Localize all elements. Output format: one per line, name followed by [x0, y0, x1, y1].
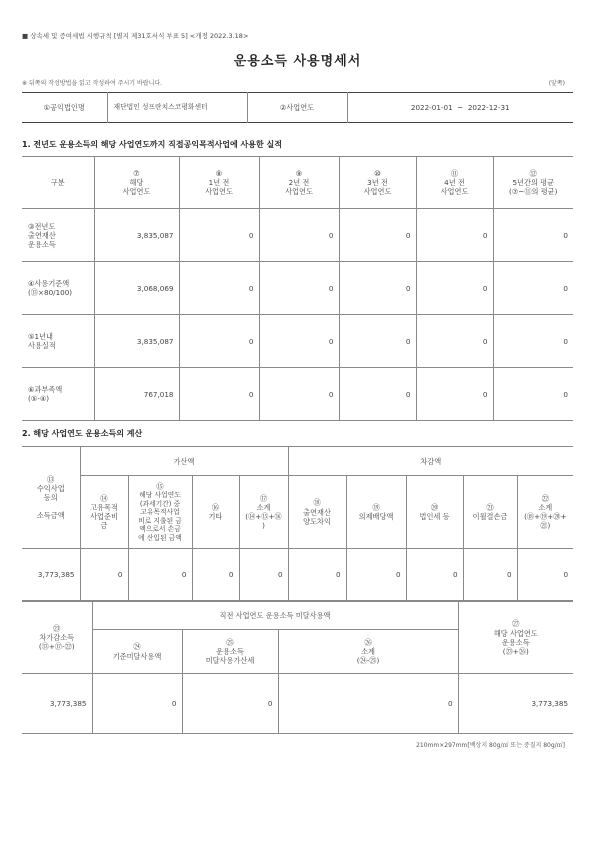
perf-cell: 0	[259, 262, 339, 315]
unused-cell: 0	[182, 674, 278, 734]
calc-cell: 0	[463, 549, 517, 601]
calc-header-cell: ⑲ 의제배당액	[346, 476, 406, 549]
perf-cell: 0	[259, 368, 339, 421]
current-year-income-header: ㉗ 해당 사업연도 운용소득 (㉓+㉖)	[458, 602, 573, 674]
org-name-value: 재단법인 성프란치스코평화센터	[107, 93, 247, 123]
unused-header-cell: ㉕ 운용소득 미달사용가산세	[182, 630, 278, 674]
calc-cell: 3,773,385	[22, 549, 80, 601]
calc-header-cell: ⑱ 출연재산 양도차익	[288, 476, 346, 549]
perf-cell: 0	[493, 368, 573, 421]
fiscal-year-value: 2022-01-01 ~ 2022-12-31	[347, 93, 573, 123]
perf-cell: 0	[259, 209, 339, 262]
calc-cell: 0	[517, 549, 573, 601]
perf-cell: 3,835,087	[94, 209, 179, 262]
additions-header: 가산액	[80, 447, 288, 476]
income-amount-header: ⑬ 수익사업 등의 소득금액	[22, 447, 80, 549]
calc-header-cell: ⑮ 해당 사업연도 (과세기간) 중 고유목적사업 비로 지출된 금 액으로서 손금 에 산입된 금액	[128, 476, 192, 549]
deductions-header: 차감액	[288, 447, 573, 476]
unused-cell: 0	[92, 674, 182, 734]
form-law-reference: ■ 상속세 및 증여세법 시행규칙 [별지 제31호서식 부표 5] <개정 2022.3.18>	[22, 32, 249, 40]
perf-cell: 0	[339, 315, 416, 368]
perf-cell: 0	[339, 209, 416, 262]
perf-cell: 0	[493, 315, 573, 368]
fiscal-year-label: ②사업연도	[247, 93, 347, 123]
perf-cell: 3,835,087	[94, 315, 179, 368]
perf-cell: 767,018	[94, 368, 179, 421]
unused-cell: 3,773,385	[458, 674, 573, 734]
income-calculation-table	[22, 446, 573, 601]
calc-header-cell: ⑯ 기타	[192, 476, 239, 549]
calc-cell: 0	[346, 549, 406, 601]
calc-cell: 0	[192, 549, 239, 601]
perf-header-cell: ⑦ 해당 사업연도	[94, 157, 179, 209]
unused-value-row	[22, 674, 573, 734]
org-name-label: ①공익법인명	[22, 93, 107, 123]
prior-year-unused-header: 직전 사업연도 운용소득 미달사용액	[92, 602, 458, 630]
page-title: 운용소득 사용명세서	[233, 54, 362, 69]
perf-cell: 0	[179, 315, 259, 368]
perf-row-label: ④사용기준액 (⑬×80/100)	[22, 262, 94, 315]
balance-income-header: ㉓ 차가감소득 (⑬+⑰-㉒)	[22, 602, 92, 674]
perf-row-label: ⑤1년내 사용실적	[22, 315, 94, 368]
unused-amount-table	[22, 601, 573, 734]
calc-header-cell: ⑳ 법인세 등	[406, 476, 463, 549]
perf-header-cell: ⑧ 1년 전 사업연도	[179, 157, 259, 209]
perf-row	[22, 315, 573, 368]
calc-cell: 0	[128, 549, 192, 601]
calc-cell: 0	[239, 549, 288, 601]
perf-cell: 0	[259, 315, 339, 368]
perf-header-cell: ⑫ 5년간의 평균 (⑦~⑪의 평균)	[493, 157, 573, 209]
perf-row-label: ③전년도 출연재산 운용소득	[22, 209, 94, 262]
perf-cell: 0	[339, 262, 416, 315]
calc-header-cell: ㉑ 이월결손금	[463, 476, 517, 549]
perf-header-cell: ⑪ 4년 전 사업연도	[416, 157, 493, 209]
perf-cell: 0	[493, 262, 573, 315]
unused-header-cell: ㉔ 기준미달사용액	[92, 630, 182, 674]
perf-cell: 0	[339, 368, 416, 421]
perf-cell: 3,068,069	[94, 262, 179, 315]
perf-cell: 0	[179, 209, 259, 262]
perf-cell: 0	[179, 368, 259, 421]
unused-cell: 0	[278, 674, 458, 734]
calc-cell: 0	[288, 549, 346, 601]
unused-header-cell: ㉖ 소계 (㉔-㉕)	[278, 630, 458, 674]
perf-header-cell: ⑩ 3년 전 사업연도	[339, 157, 416, 209]
perf-cell: 0	[416, 262, 493, 315]
calc-cell: 0	[406, 549, 463, 601]
perf-header-cell: ⑨ 2년 전 사업연도	[259, 157, 339, 209]
section2-title: 2. 해당 사업연도 운용소득의 계산	[22, 429, 143, 438]
perf-row	[22, 262, 573, 315]
instruction-note: ※ 뒤쪽의 작성방법을 읽고 작성하여 주시기 바랍니다.	[22, 80, 163, 87]
calc-cell: 0	[80, 549, 128, 601]
perf-cell: 0	[416, 368, 493, 421]
perf-cell: 0	[416, 209, 493, 262]
perf-cell: 0	[493, 209, 573, 262]
calc-header-cell: ⑭ 고유목적 사업준비 금	[80, 476, 128, 549]
section1-title: 1. 전년도 운용소득의 해당 사업연도까지 직접공익목적사업에 사용한 실적	[22, 140, 282, 149]
perf-cell: 0	[179, 262, 259, 315]
perf-row-label: ⑥과부족액 (⑤-④)	[22, 368, 94, 421]
perf-row	[22, 368, 573, 421]
page-side-label: (앞쪽)	[548, 80, 565, 87]
calc-header-cell: ⑰ 소계 (⑭+⑮+⑯ )	[239, 476, 288, 549]
calc-header-cell: ㉒ 소계 (⑱+⑲+⑳+ ㉑)	[517, 476, 573, 549]
calc-header-row	[22, 476, 573, 549]
perf-row	[22, 209, 573, 262]
calc-value-row	[22, 549, 573, 601]
perf-header-cell: 구분	[22, 157, 94, 209]
perf-header-row	[22, 157, 573, 209]
org-info-table	[22, 92, 573, 123]
paper-spec-footer: 210mm×297mm[백상지 80g/㎡ 또는 중질지 80g/㎡]	[416, 742, 565, 749]
usage-performance-table	[22, 156, 573, 421]
unused-cell: 3,773,385	[22, 674, 92, 734]
perf-cell: 0	[416, 315, 493, 368]
